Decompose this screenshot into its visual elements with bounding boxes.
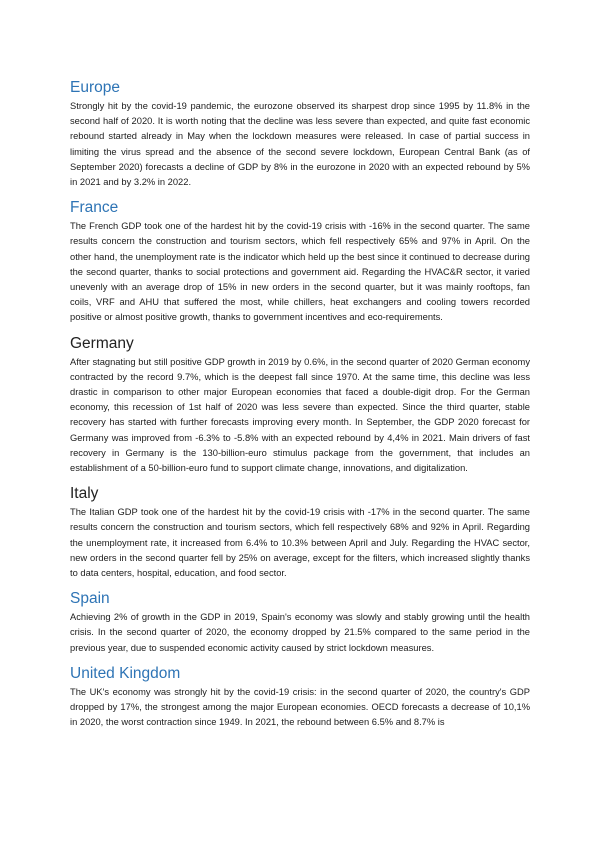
section-italy (70, 484, 530, 581)
section-heading: Germany (70, 334, 134, 352)
section-body: The UK's economy was strongly hit by the covid-19 crisis: in the second quarter of 2020, the country's GDP dropped by 17%, the strongest among the major European economies. OECD forecasts a decrease of 10,1% in 2020, the worst contraction since 1949. In 2021, the rebound between 6.5% and 8.7% is (70, 686, 530, 728)
section-heading: Spain (70, 590, 110, 608)
section-body: After stagnating but still positive GDP growth in 2019 by 0.6%, in the second quarter of 2020 German economy contracted by the record 9.7%, which is the deepest fall since 1970. At the same time, this decline was less drastic in comparison to other major European economies that faced a double-digit drop. For the German economy, this recession of 1st half of 2020 was less severe than expected. Since the third quarter, stable recovery has started with further forecasts improving every month. In September, the GDP 2020 forecast for Germany was improved from -6.3% to -5.8% with an expected rebound by 4,4% in 2021. Main drivers of fast recovery in Germany is the 130-billion-euro stimulus package from the government, that includes an establishment of a 50-billion-euro fund to support climate change, innovations, and digitalization. (70, 356, 530, 474)
section-body: The French GDP took one of the hardest hit by the covid-19 crisis with -16% in the second quarter. The same results concern the construction and tourism sectors, which fell respectively 65% and 97% in April. On the other hand, the unemployment rate is the indicator which held up the best since it continued to decrease during the second quarter, thanks to social protections and government aid. Regarding the HVAC&R sector, it varied unevenly with an average drop of 15% in new orders in the second quarter, but it was mainly rooftops, fan coils, VRF and AHU that suffered the most, while chillers, heat exchangers and cooling towers recorded positive or almost positive growth, thanks to government incentives and eco-requirements. (70, 221, 530, 323)
section-france (70, 198, 530, 325)
section-body: The Italian GDP took one of the hardest hit by the covid-19 crisis with -17% in the second quarter. The same results concern the construction and tourism sectors, which fell respectively 68% and 92% in April. Regarding the unemployment rate, it increased from 6.4% to 10.3% between April and July. Regarding the HVAC sector, new orders in the second quarter fell by 25% on average, except for the filters, which increased slightly thanks to data centers, hospital, education, and food sector. (70, 507, 530, 579)
section-heading: United Kingdom (70, 664, 181, 682)
section-spain (70, 589, 530, 656)
section-germany (70, 334, 530, 477)
section-body: Strongly hit by the covid-19 pandemic, the eurozone observed its sharpest drop since 1995 by 11.8% in the second half of 2020. It is worth noting that the decline was less severe than expected, and quite fast economic rebound started already in May when the lockdown measures were released. In case of partial success in limiting the virus spread and the absence of the second severe lockdown, European Central Bank (as of September 2020) forecasts a decline of GDP by 8% in the eurozone in 2020 with an expected rebound by 5% in 2021 and by 3.2% in 2022. (70, 101, 530, 188)
section-europe (70, 78, 530, 190)
section-heading: France (70, 199, 119, 217)
section-united-kingdom (70, 664, 530, 731)
section-heading: Italy (70, 485, 99, 503)
section-heading: Europe (70, 79, 120, 96)
section-body: Achieving 2% of growth in the GDP in 2019, Spain's economy was slowly and stably growing until the health crisis. In the second quarter of 2020, the economy dropped by 21.5% compared to the same period in the previous year, due to suspended economic activity caused by strict lockdown measures. (70, 612, 530, 653)
